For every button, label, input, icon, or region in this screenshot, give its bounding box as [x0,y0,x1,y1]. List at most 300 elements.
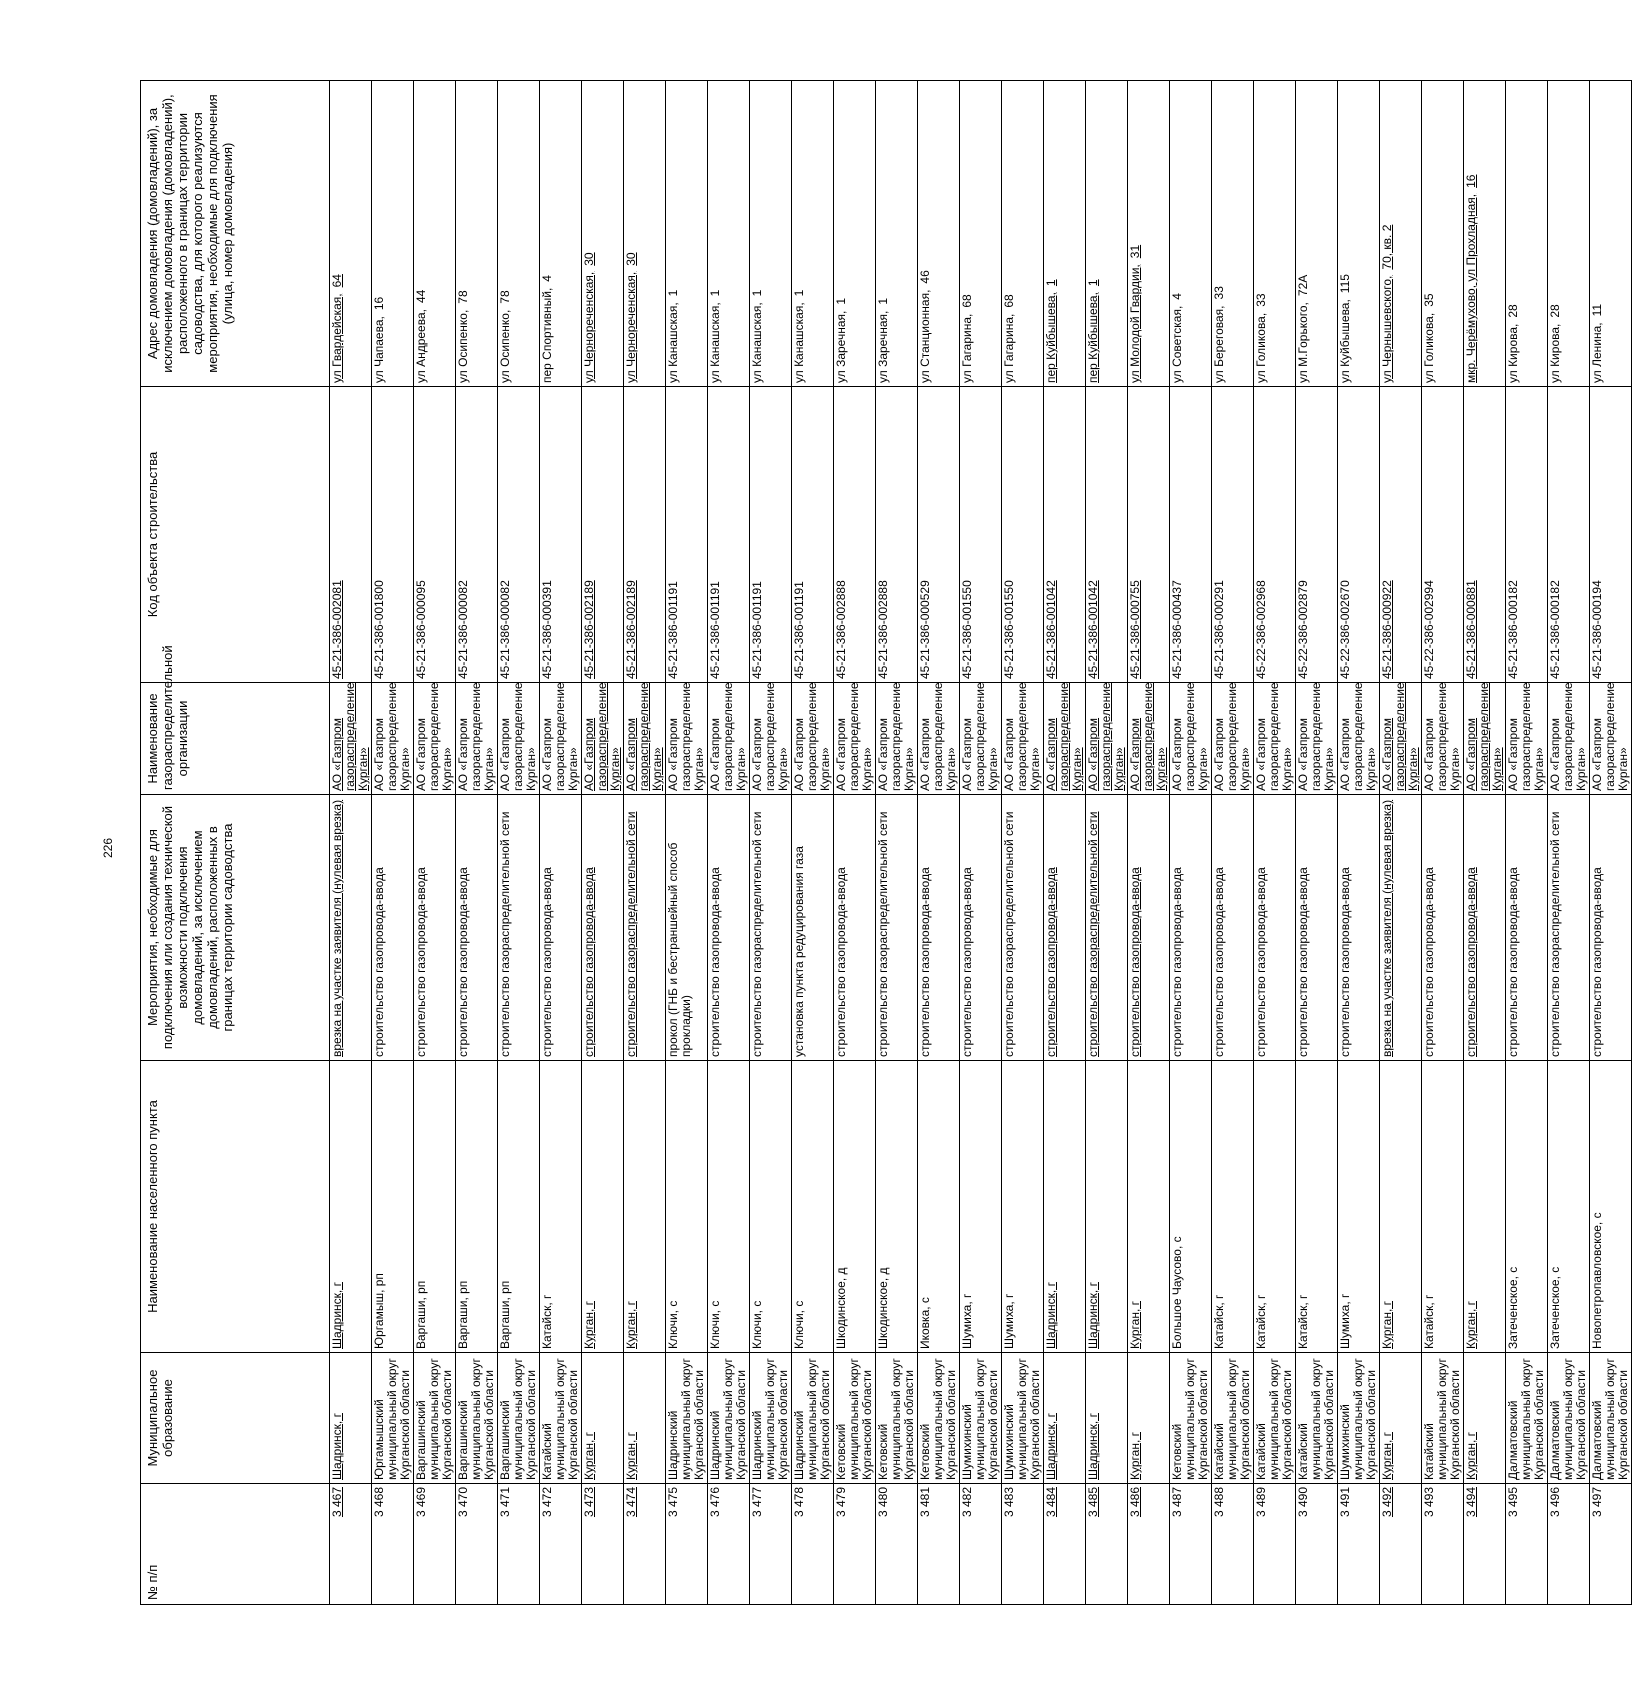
municipality-cell: Шумихинский муниципальный округ Курганской области [1338,1353,1380,1484]
municipality-cell: Кетовский муниципальный округ Курганской области [876,1353,918,1484]
address-house: 1 [876,297,890,305]
row-number: 3 474 [624,1484,666,1605]
address-house: 33 [1254,293,1268,307]
municipality-cell: Варгашинский муниципальный округ Курганской области [414,1353,456,1484]
measure-cell: строительство газопровода-ввода [540,795,582,1061]
address-house: 16 [1464,174,1478,188]
address-house: 16 [372,296,386,311]
address-street: ул Чернореченская, [582,271,596,383]
row-number: 3 479 [834,1484,876,1605]
settlement-cell: Затеченское, с [1506,1061,1548,1353]
organization-cell: АО «Газпром газораспределение Курган» [960,683,1002,795]
row-number: 3 476 [708,1484,750,1605]
table-row [1296,81,1338,1605]
measure-cell: строительство газопровода-ввода [1128,795,1170,1061]
table-row [1338,81,1380,1605]
table-row [960,81,1002,1605]
settlement-cell: Большое Чаусово, с [1170,1061,1212,1353]
address-house: 31 [1128,244,1142,259]
address-house: 46 [918,270,932,284]
object-code-cell: 45-22-386-002994 [1422,387,1464,683]
address-street: ул Заречная, [834,310,848,383]
organization-cell: АО «Газпром газораспределение Курган» [372,683,414,795]
address-house: 1 [792,289,806,297]
table-row [1170,81,1212,1605]
municipality-cell: Далматовский муниципальный округ Курганской области [1506,1353,1548,1484]
object-code-cell: 45-21-386-000529 [918,387,960,683]
settlement-cell: Катайск, г [540,1061,582,1353]
organization-cell: АО «Газпром газораспределение Курган» [1254,683,1296,795]
address-cell [1464,81,1506,387]
address-cell [1380,81,1422,387]
organization-cell: АО «Газпром газораспределение Курган» [1506,683,1548,795]
settlement-cell: Курган, г [624,1061,666,1353]
municipality-cell: Шадринск, г [330,1353,372,1484]
measure-cell: строительство газораспределительной сети [876,795,918,1061]
address-cell [1254,81,1296,387]
measure-cell: строительство газопровода-ввода [834,795,876,1061]
row-number: 3 468 [372,1484,414,1605]
municipality-cell: Шумихинский муниципальный округ Курганской области [960,1353,1002,1484]
row-number: 3 495 [1506,1484,1548,1605]
row-number: 3 471 [498,1484,540,1605]
object-code-cell: 45-21-386-001191 [792,387,834,683]
object-code-cell: 45-21-386-001042 [1044,387,1086,683]
address-house: 1 [1044,279,1058,287]
address-street: ул Гагарина, [960,313,974,383]
address-cell [708,81,750,387]
table-row [918,81,960,1605]
organization-cell: АО «Газпром газораспределение Курган» [1464,683,1506,795]
address-street: ул Молодой Гвардии, [1128,264,1142,383]
table-row [372,81,414,1605]
object-code-cell: 45-21-386-001191 [750,387,792,683]
rotated-table-container [140,81,1630,1605]
settlement-cell: Ключи, с [666,1061,708,1353]
row-number: 3 467 [330,1484,372,1605]
object-code-cell: 45-21-386-000922 [1380,387,1422,683]
organization-cell: АО «Газпром газораспределение Курган» [1548,683,1590,795]
measure-cell: установка пункта редуцирования газа [792,795,834,1061]
table-row [876,81,918,1605]
measure-cell: строительство газопровода-ввода [1170,795,1212,1061]
col-header-settlement: Наименование населенного пункта [141,1061,330,1353]
address-cell [876,81,918,387]
measure-cell: строительство газопровода-ввода [1338,795,1380,1061]
table-header-row [141,81,330,1605]
settlement-cell: Шкодинское, д [834,1061,876,1353]
table-row [1422,81,1464,1605]
settlement-cell: Шкодинское, д [876,1061,918,1353]
row-number: 3 490 [1296,1484,1338,1605]
address-house: 1 [750,289,764,297]
gasification-table [140,80,1632,1605]
table-row [1086,81,1128,1605]
settlement-cell: Шадринск, г [1044,1061,1086,1353]
settlement-cell: Шумиха, г [1338,1061,1380,1353]
table-row [1548,81,1590,1605]
address-house: 1 [666,289,680,297]
table-row [1464,81,1506,1605]
object-code-cell: 45-22-386-002670 [1338,387,1380,683]
address-street: мкр. Черёмухово, ул Прохладная, [1464,193,1478,383]
measure-cell: строительство газораспределительной сети [624,795,666,1061]
address-street: ул Станционная, [918,289,932,383]
municipality-cell: Юргамышский муниципальный округ Курганской области [372,1353,414,1484]
municipality-cell: Курган, г [1128,1353,1170,1484]
object-code-cell: 45-21-386-000755 [1128,387,1170,683]
row-number: 3 469 [414,1484,456,1605]
measure-cell: строительство газопровода-ввода [1506,795,1548,1061]
table-row [624,81,666,1605]
row-number: 3 492 [1380,1484,1422,1605]
table-row [1590,81,1632,1605]
row-number: 3 480 [876,1484,918,1605]
address-street: ул Ленина, [1590,322,1604,383]
object-code-cell: 45-22-386-002879 [1296,387,1338,683]
table-row [1044,81,1086,1605]
settlement-cell: Шумиха, г [960,1061,1002,1353]
organization-cell: АО «Газпром газораспределение Курган» [1086,683,1128,795]
organization-cell: АО «Газпром газораспределение Курган» [1296,683,1338,795]
organization-cell: АО «Газпром газораспределение Курган» [456,683,498,795]
address-house: 78 [456,290,470,304]
settlement-cell: Варгаши, рп [498,1061,540,1353]
settlement-cell: Курган, г [582,1061,624,1353]
address-cell [1044,81,1086,387]
address-cell [624,81,666,387]
settlement-cell: Варгаши, рп [456,1061,498,1353]
address-street: ул Гагарина, [1002,313,1016,383]
settlement-cell: Ключи, с [750,1061,792,1353]
table-row [750,81,792,1605]
measure-cell: строительство газораспределительной сети [1002,795,1044,1061]
object-code-cell: 45-21-386-001042 [1086,387,1128,683]
row-number: 3 485 [1086,1484,1128,1605]
organization-cell: АО «Газпром газораспределение Курган» [1002,683,1044,795]
address-house: 1 [834,297,848,305]
object-code-cell: 45-21-386-000391 [540,387,582,683]
table-row [414,81,456,1605]
address-street: ул Чернышевского, [1380,275,1394,383]
col-header-organization: Наименование газораспределительной организации [141,683,330,795]
organization-cell: АО «Газпром газораспределение Курган» [834,683,876,795]
table-row [540,81,582,1605]
address-street: ул Чернореченская, [624,271,638,383]
address-cell [456,81,498,387]
table-body [330,81,1632,1605]
municipality-cell: Катайский муниципальный округ Курганской области [1254,1353,1296,1484]
object-code-cell: 45-21-386-000291 [1212,387,1254,683]
measure-cell: строительство газопровода-ввода [1464,795,1506,1061]
col-header-object-code: Код объекта строительства [141,387,330,683]
object-code-cell: 45-21-386-002888 [876,387,918,683]
col-header-measures: Мероприятия, необходимые для подключения или создания технической возможности подключения домовладений, за исключением домовладений, расположенных в границах территории садоводства [141,795,330,1061]
col-header-number: № п/п [141,1484,330,1605]
measure-cell: строительство газопровода-ввода [582,795,624,1061]
measure-cell: врезка на участке заявителя (нулевая врезка) [1380,795,1422,1061]
row-number: 3 482 [960,1484,1002,1605]
object-code-cell: 45-21-386-001191 [666,387,708,683]
address-house: 28 [1506,304,1520,318]
address-cell [1338,81,1380,387]
object-code-cell: 45-21-386-000095 [414,387,456,683]
address-house: 68 [1002,294,1016,308]
municipality-cell: Далматовский муниципальный округ Курганской области [1590,1353,1632,1484]
address-cell [1170,81,1212,387]
organization-cell: АО «Газпром газораспределение Курган» [792,683,834,795]
municipality-cell: Шадринский муниципальный округ Курганской области [750,1353,792,1484]
address-cell [834,81,876,387]
address-house: 35 [1422,293,1436,307]
object-code-cell: 45-21-386-001550 [960,387,1002,683]
measure-cell: строительство газопровода-ввода [1212,795,1254,1061]
municipality-cell: Курган, г [624,1353,666,1484]
municipality-cell: Катайский муниципальный округ Курганской области [1212,1353,1254,1484]
address-street: ул Канашская, [666,302,680,383]
municipality-cell: Шадринский муниципальный округ Курганской области [666,1353,708,1484]
address-cell [414,81,456,387]
address-street: ул Канашская, [792,302,806,383]
table-row [708,81,750,1605]
row-number: 3 478 [792,1484,834,1605]
address-street: ул Голикова, [1254,312,1268,383]
municipality-cell: Курган, г [1380,1353,1422,1484]
municipality-cell: Шадринский муниципальный округ Курганской области [708,1353,750,1484]
row-number: 3 475 [666,1484,708,1605]
settlement-cell: Катайск, г [1212,1061,1254,1353]
address-cell [1002,81,1044,387]
object-code-cell: 45-21-386-000881 [1464,387,1506,683]
object-code-cell: 45-21-386-000194 [1590,387,1632,683]
settlement-cell: Варгаши, рп [414,1061,456,1353]
organization-cell: АО «Газпром газораспределение Курган» [1170,683,1212,795]
settlement-cell: Иковка, с [918,1061,960,1353]
organization-cell: АО «Газпром газораспределение Курган» [1590,683,1632,795]
settlement-cell: Курган, г [1128,1061,1170,1353]
measure-cell: строительство газопровода-ввода [414,795,456,1061]
row-number: 3 491 [1338,1484,1380,1605]
settlement-cell: Катайск, г [1254,1061,1296,1353]
row-number: 3 484 [1044,1484,1086,1605]
address-cell [960,81,1002,387]
table-row [666,81,708,1605]
object-code-cell: 45-21-386-002189 [582,387,624,683]
organization-cell: АО «Газпром газораспределение Курган» [540,683,582,795]
row-number: 3 493 [1422,1484,1464,1605]
municipality-cell: Шумихинский муниципальный округ Курганской области [1002,1353,1044,1484]
row-number: 3 487 [1170,1484,1212,1605]
address-street: ул Канашская, [750,302,764,383]
address-street: пер Куйбышева, [1086,292,1100,383]
address-street: пер Куйбышева, [1044,292,1058,383]
address-street: ул Осипенко, [498,309,512,383]
address-street: ул Канашская, [708,302,722,383]
organization-cell: АО «Газпром газораспределение Курган» [330,683,372,795]
settlement-cell: Курган, г [1380,1061,1422,1353]
address-cell [1212,81,1254,387]
object-code-cell: 45-21-386-000182 [1548,387,1590,683]
measure-cell: строительство газопровода-ввода [960,795,1002,1061]
address-house: 4 [1170,293,1184,300]
object-code-cell: 45-21-386-001800 [372,387,414,683]
address-street: ул Андреева, [414,309,428,383]
organization-cell: АО «Газпром газораспределение Курган» [414,683,456,795]
measure-cell: строительство газопровода-ввода [1044,795,1086,1061]
object-code-cell: 45-21-386-002189 [624,387,666,683]
row-number: 3 496 [1548,1484,1590,1605]
object-code-cell: 45-21-386-000437 [1170,387,1212,683]
table-row [1128,81,1170,1605]
measure-cell: строительство газопровода-ввода [456,795,498,1061]
row-number: 3 483 [1002,1484,1044,1605]
measure-cell: строительство газораспределительной сети [498,795,540,1061]
address-cell [1548,81,1590,387]
object-code-cell: 45-21-386-000182 [1506,387,1548,683]
measure-cell: врезка на участке заявителя (нулевая врезка) [330,795,372,1061]
address-street: ул Советская, [1170,305,1184,383]
organization-cell: АО «Газпром газораспределение Курган» [1128,683,1170,795]
address-house: 30 [582,252,596,266]
row-number: 3 481 [918,1484,960,1605]
table-row [1254,81,1296,1605]
settlement-cell: Шадринск, г [330,1061,372,1353]
address-house: 64 [330,274,344,288]
measure-cell: строительство газопровода-ввода [1254,795,1296,1061]
municipality-cell: Варгашинский муниципальный округ Курганской области [456,1353,498,1484]
address-house: 70, кв. 2 [1380,224,1394,270]
address-cell [498,81,540,387]
table-row [792,81,834,1605]
measure-cell: строительство газопровода-ввода [372,795,414,1061]
address-house: 1 [1086,279,1100,287]
measure-cell: строительство газопровода-ввода [1590,795,1632,1061]
measure-cell: строительство газораспределительной сети [1086,795,1128,1061]
organization-cell: АО «Газпром газораспределение Курган» [1380,683,1422,795]
row-number: 3 470 [456,1484,498,1605]
municipality-cell: Катайский муниципальный округ Курганской области [1296,1353,1338,1484]
address-house: 78 [498,290,512,304]
row-number: 3 477 [750,1484,792,1605]
measure-cell: строительство газопровода-ввода [918,795,960,1061]
row-number: 3 494 [1464,1484,1506,1605]
settlement-cell: Шадринск, г [1086,1061,1128,1353]
address-cell [792,81,834,387]
address-street: ул Заречная, [876,310,890,383]
object-code-cell: 45-22-386-002968 [1254,387,1296,683]
address-house: 1 [708,289,722,297]
address-street: ул Осипенко, [456,309,470,383]
address-house: 44 [414,289,428,304]
municipality-cell: Курган, г [582,1353,624,1484]
address-cell [750,81,792,387]
address-street: ул Гвардейская, [330,293,344,383]
col-header-address: Адрес домовладения (домовладений), за исключением домовладения (домовладений), расположенного в границах территории садоводства, для которого реализуются мероприятия, необходимые для подключения (улица, номер домовладения) [141,81,330,387]
municipality-cell: Шадринск, г [1086,1353,1128,1484]
organization-cell: АО «Газпром газораспределение Курган» [708,683,750,795]
address-house: 68 [960,294,974,308]
row-number: 3 488 [1212,1484,1254,1605]
address-house: 33 [1212,286,1226,300]
settlement-cell: Затеченское, с [1548,1061,1590,1353]
settlement-cell: Шумиха, г [1002,1061,1044,1353]
organization-cell: АО «Газпром газораспределение Курган» [666,683,708,795]
address-street: ул Кирова, [1506,323,1520,383]
municipality-cell: Катайский муниципальный округ Курганской области [540,1353,582,1484]
address-cell [918,81,960,387]
municipality-cell: Шадринский муниципальный округ Курганской области [792,1353,834,1484]
municipality-cell: Катайский муниципальный округ Курганской области [1422,1353,1464,1484]
table-row [1212,81,1254,1605]
address-cell [330,81,372,387]
page-number: 226 [101,837,115,859]
address-cell [1128,81,1170,387]
address-house: 4 [540,275,554,282]
row-number: 3 473 [582,1484,624,1605]
object-code-cell: 45-21-386-001191 [708,387,750,683]
measure-cell: строительство газораспределительной сети [750,795,792,1061]
table-row [834,81,876,1605]
municipality-cell: Курган, г [1464,1353,1506,1484]
organization-cell: АО «Газпром газораспределение Курган» [750,683,792,795]
municipality-cell: Шадринск, г [1044,1353,1086,1484]
address-street: ул Кирова, [1548,323,1562,383]
measure-cell: строительство газопровода-ввода [1422,795,1464,1061]
address-house: 72А [1296,274,1310,297]
table-row [1002,81,1044,1605]
municipality-cell: Далматовский муниципальный округ Курганской области [1548,1353,1590,1484]
address-street: ул Куйбышева, [1338,299,1352,383]
address-street: ул М.Горького, [1296,302,1310,383]
address-house: 11 [1590,303,1604,317]
row-number: 3 489 [1254,1484,1296,1605]
measure-cell: строительство газопровода-ввода [708,795,750,1061]
organization-cell: АО «Газпром газораспределение Курган» [1422,683,1464,795]
organization-cell: АО «Газпром газораспределение Курган» [582,683,624,795]
address-cell [540,81,582,387]
address-house: 28 [1548,304,1562,318]
col-header-municipality: Муниципальное образование [141,1353,330,1484]
organization-cell: АО «Газпром газораспределение Курган» [1212,683,1254,795]
address-house: 115 [1338,274,1352,294]
measure-cell: строительство газопровода-ввода [1296,795,1338,1061]
address-street: пер Спортивный, [540,287,554,383]
address-cell [582,81,624,387]
object-code-cell: 45-21-386-000082 [456,387,498,683]
table-row [498,81,540,1605]
table-row [456,81,498,1605]
address-cell [372,81,414,387]
address-cell [1506,81,1548,387]
table-row [1506,81,1548,1605]
table-row [582,81,624,1605]
address-street: ул Чапаева, [372,316,386,383]
object-code-cell: 45-21-386-002888 [834,387,876,683]
organization-cell: АО «Газпром газораспределение Курган» [918,683,960,795]
address-street: ул Береговая, [1212,305,1226,383]
organization-cell: АО «Газпром газораспределение Курган» [624,683,666,795]
object-code-cell: 45-21-386-001550 [1002,387,1044,683]
object-code-cell: 45-21-386-000082 [498,387,540,683]
address-cell [1422,81,1464,387]
row-number: 3 497 [1590,1484,1632,1605]
measure-cell: строительство газораспределительной сети [1548,795,1590,1061]
object-code-cell: 45-21-386-002081 [330,387,372,683]
municipality-cell: Варгашинский муниципальный округ Курганской области [498,1353,540,1484]
address-cell [1086,81,1128,387]
address-house: 30 [624,252,638,266]
address-cell [1590,81,1632,387]
